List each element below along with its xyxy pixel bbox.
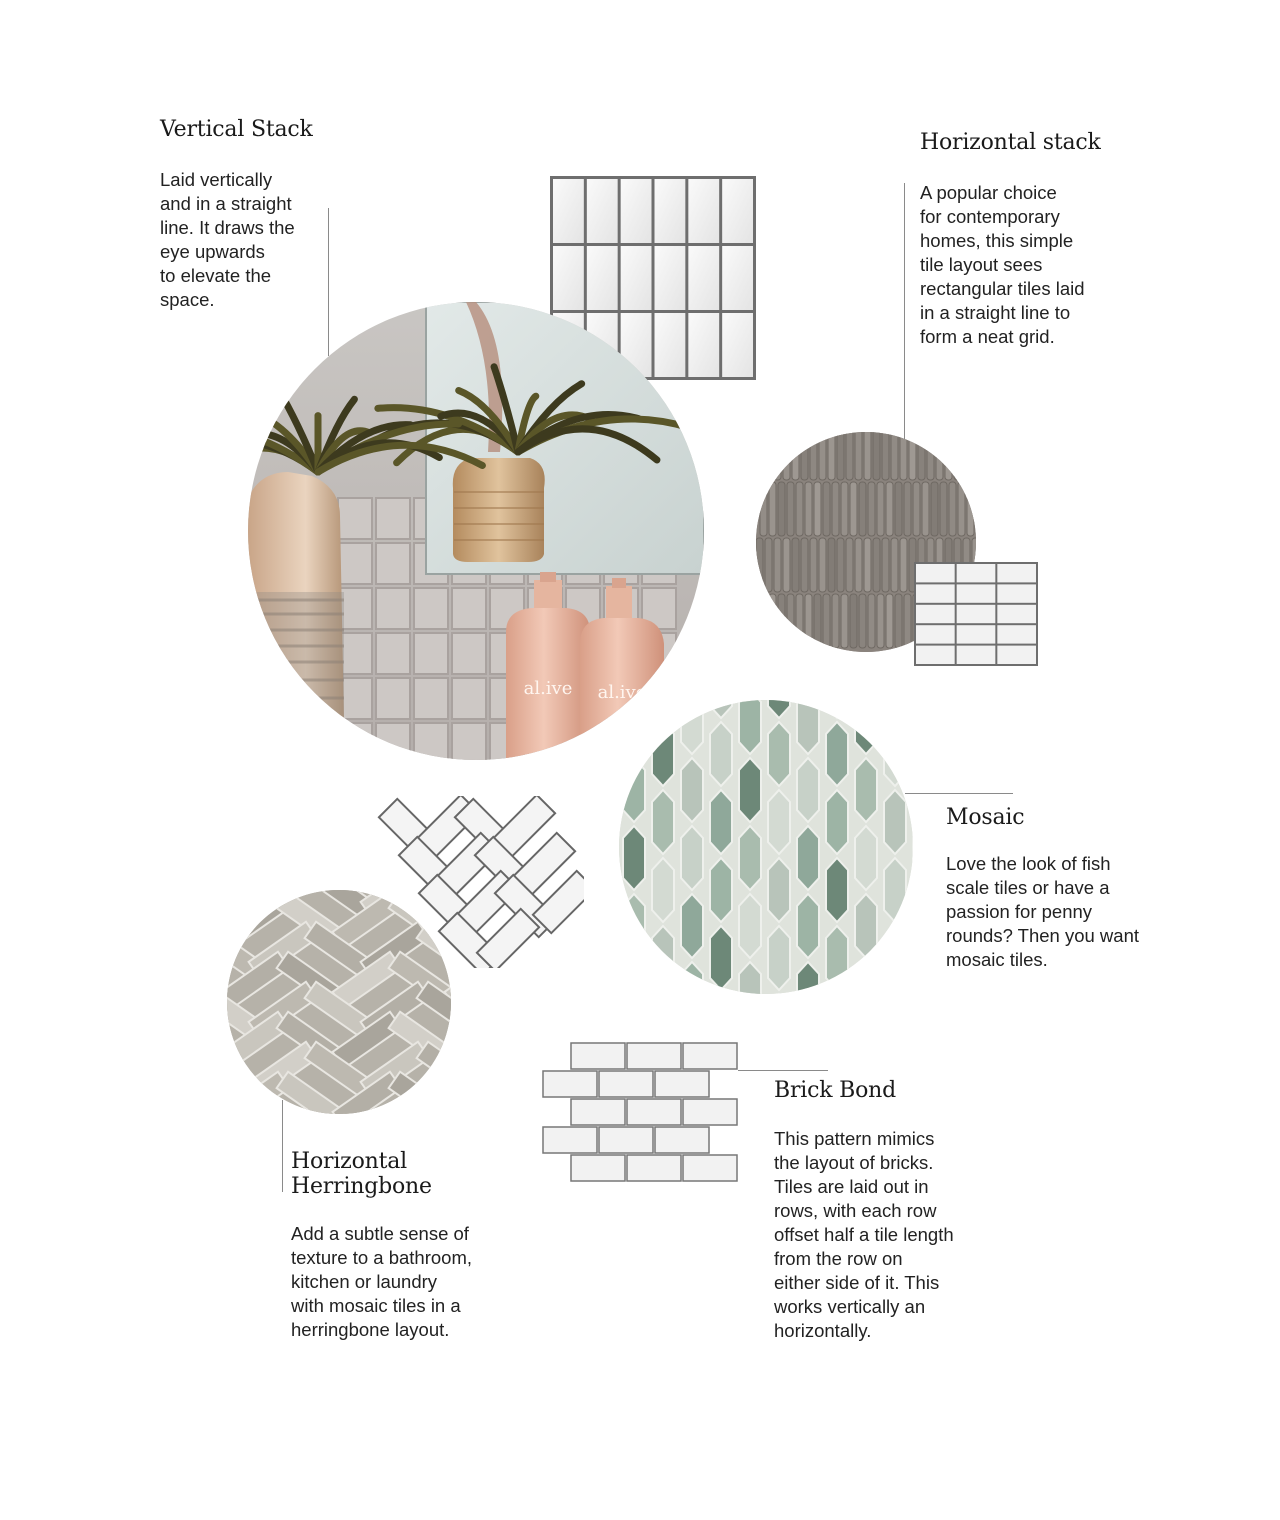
- skinny-tile: [846, 432, 853, 480]
- mosaic-hex-tile: [826, 722, 848, 786]
- wall-tile: [376, 678, 410, 719]
- mosaic-title: Mosaic: [946, 805, 1025, 830]
- wall-tile: [414, 633, 448, 674]
- skinny-tile: [855, 432, 862, 480]
- wall-tile: [452, 588, 486, 629]
- mosaic-hex-tile: [884, 858, 906, 922]
- skinny-tile: [963, 432, 970, 480]
- bottle-label-2: al.ive: [597, 682, 647, 703]
- brick-tile: [683, 1099, 737, 1125]
- horizontal-stack-tile: [957, 646, 996, 664]
- wall-tile: [414, 588, 448, 629]
- mosaic-hex-tile: [710, 926, 732, 990]
- brick-bond-leader-line: [738, 1070, 828, 1071]
- mosaic-photo: [619, 700, 913, 994]
- vertical-stack-title: Vertical Stack: [160, 117, 313, 142]
- horizontal-stack-tile: [997, 646, 1036, 664]
- mosaic-hex-tile: [797, 826, 819, 890]
- wall-tile: [376, 543, 410, 584]
- mosaic-hex-tile: [884, 722, 906, 786]
- mosaic-hex-tile: [826, 790, 848, 854]
- mosaic-hex-tile: [768, 790, 790, 854]
- skinny-tile: [756, 432, 763, 480]
- vertical-stack-tile: [722, 246, 753, 310]
- mosaic-hex-tile: [768, 722, 790, 786]
- skinny-tile: [774, 432, 781, 480]
- mosaic-hex-tile: [768, 858, 790, 922]
- brick-tile: [655, 1127, 709, 1153]
- brick-tile: [683, 1043, 737, 1069]
- horizontal-stack-description: A popular choice for contemporary homes, this simple tile layout sees rectangular tiles laid in a straight line to form a neat grid.: [920, 182, 1085, 347]
- brick-tile: [571, 1099, 625, 1125]
- skinny-tile: [769, 594, 776, 648]
- horizontal-stack-title: Horizontal stack: [920, 130, 1101, 155]
- skinny-tile: [868, 594, 875, 648]
- skinny-tile: [927, 432, 934, 480]
- skinny-tile: [823, 594, 830, 648]
- vertical-stack-leader-line: [328, 208, 329, 356]
- skinny-tile: [765, 432, 772, 480]
- horizontal-stack-tile-sample: [914, 562, 1038, 666]
- skinny-tile: [922, 482, 929, 536]
- mosaic-hex-tile: [739, 758, 761, 822]
- skinny-tile: [886, 594, 893, 648]
- skinny-tile: [846, 538, 853, 592]
- mosaic-hex-tile: [797, 700, 819, 754]
- horizontal-stack-tile: [957, 584, 996, 602]
- skinny-tile: [900, 538, 907, 592]
- horizontal-stack-tile: [957, 564, 996, 582]
- horizontal-stack-tile: [916, 625, 955, 643]
- skinny-tile: [828, 538, 835, 592]
- vertical-stack-tile: [722, 313, 753, 377]
- mosaic-hex-tile: [652, 700, 674, 718]
- vertical-stack-tile: [655, 313, 686, 377]
- brick-bond-description: This pattern mimics the layout of bricks. Tiles are laid out in rows, with each row offset half a tile length from the row on either side of it. This works vertically an horizontally.: [774, 1128, 954, 1341]
- mosaic-hex-tile: [884, 700, 906, 718]
- skinny-tile: [805, 482, 812, 536]
- skinny-tile: [823, 482, 830, 536]
- skinny-tile: [760, 594, 767, 648]
- mosaic-hex-tile: [855, 962, 877, 994]
- skinny-tile: [900, 432, 907, 480]
- mosaic-hex-tile: [710, 722, 732, 786]
- horizontal-stack-tile: [916, 605, 955, 623]
- skinny-tile: [832, 482, 839, 536]
- skinny-tile: [801, 432, 808, 480]
- herringbone-leader-line: [282, 1100, 283, 1192]
- brick-bond-title: Brick Bond: [774, 1078, 897, 1103]
- vertical-stack-tile: [553, 246, 584, 310]
- horizontal-stack-tile: [957, 605, 996, 623]
- mosaic-hex-tile: [884, 926, 906, 990]
- skinny-tile: [783, 432, 790, 480]
- skinny-tile: [837, 538, 844, 592]
- skinny-tile: [864, 538, 871, 592]
- skinny-tile: [895, 482, 902, 536]
- wall-tile: [414, 678, 448, 719]
- brick-tile: [543, 1127, 597, 1153]
- skinny-tile: [904, 594, 911, 648]
- vertical-stack-tile: [621, 179, 652, 243]
- skinny-tile: [783, 538, 790, 592]
- herringbone-stone-tile: [227, 1072, 233, 1114]
- skinny-tile: [805, 594, 812, 648]
- brick-tile: [543, 1071, 597, 1097]
- skinny-tile: [873, 538, 880, 592]
- mosaic-hex-tile: [652, 790, 674, 854]
- vertical-stack-tile: [655, 246, 686, 310]
- vertical-stack-tile: [655, 179, 686, 243]
- bottle-label-1: al.ive: [523, 678, 573, 699]
- skinny-tile: [868, 482, 875, 536]
- mosaic-hex-tile: [797, 758, 819, 822]
- brick-tile: [683, 1155, 737, 1181]
- mosaic-hex-tile: [652, 722, 674, 786]
- skinny-tile: [837, 432, 844, 480]
- skinny-tile: [850, 594, 857, 648]
- brick-tile: [627, 1155, 681, 1181]
- brick-tile: [627, 1099, 681, 1125]
- mosaic-hex-tile: [652, 926, 674, 990]
- mosaic-hex-tile: [739, 894, 761, 958]
- skinny-tile: [841, 482, 848, 536]
- skinny-tile: [855, 538, 862, 592]
- horizontal-stack-tile: [997, 605, 1036, 623]
- skinny-tile: [796, 482, 803, 536]
- skinny-tile: [913, 482, 920, 536]
- mosaic-hex-tile: [652, 858, 674, 922]
- skinny-tile: [756, 538, 763, 592]
- skinny-tile: [972, 432, 976, 480]
- brick-tile: [571, 1043, 625, 1069]
- skinny-tile: [787, 594, 794, 648]
- mosaic-hex-tile: [623, 962, 645, 994]
- vertical-stack-tile: [553, 179, 584, 243]
- herringbone-stone-tile: [445, 1072, 451, 1114]
- vertical-stack-description: Laid vertically and in a straight line. It draws the eye upwards to elevate the space.: [160, 169, 295, 310]
- horizontal-stack-tile: [916, 584, 955, 602]
- skinny-tile: [954, 432, 961, 480]
- horizontal-stack-leader-line: [904, 183, 905, 439]
- skinny-tile: [778, 482, 785, 536]
- brick-tile: [599, 1127, 653, 1153]
- wall-tile: [376, 633, 410, 674]
- horizontal-stack-tile: [916, 646, 955, 664]
- horizontal-stack-tile: [997, 584, 1036, 602]
- mosaic-hex-tile: [623, 894, 645, 958]
- mosaic-hex-tile: [855, 700, 877, 754]
- mosaic-hex-tile: [855, 826, 877, 890]
- vertical-stack-tile: [722, 179, 753, 243]
- herringbone-photo: [227, 890, 451, 1114]
- skinny-tile: [810, 538, 817, 592]
- mosaic-hex-tile: [710, 858, 732, 922]
- mosaic-hex-tile: [739, 826, 761, 890]
- wall-tile: [452, 678, 486, 719]
- skinny-tile: [877, 594, 884, 648]
- skinny-tile: [778, 594, 785, 648]
- mosaic-hex-tile: [681, 700, 703, 754]
- horizontal-stack-tile: [957, 625, 996, 643]
- vertical-stack-tile: [688, 246, 719, 310]
- skinny-tile: [931, 482, 938, 536]
- skinny-tile: [967, 482, 974, 536]
- skinny-tile: [940, 482, 947, 536]
- wall-tile: [338, 543, 372, 584]
- mosaic-hex-tile: [826, 858, 848, 922]
- skinny-tile: [787, 482, 794, 536]
- skinny-tile: [882, 538, 889, 592]
- herringbone-stone-tile: [227, 890, 261, 918]
- skinny-tile: [958, 482, 965, 536]
- mosaic-hex-tile: [681, 758, 703, 822]
- skinny-tile: [859, 594, 866, 648]
- horizontal-stack-tile: [997, 625, 1036, 643]
- skinny-tile: [918, 432, 925, 480]
- skinny-tile: [760, 482, 767, 536]
- skinny-tile: [792, 538, 799, 592]
- skinny-tile: [814, 482, 821, 536]
- skinny-tile: [904, 482, 911, 536]
- skinny-tile: [814, 594, 821, 648]
- mosaic-hex-tile: [826, 926, 848, 990]
- skinny-tile: [841, 594, 848, 648]
- skinny-tile: [859, 482, 866, 536]
- vertical-stack-tile: [587, 179, 618, 243]
- wall-tile: [452, 633, 486, 674]
- mosaic-hex-tile: [710, 790, 732, 854]
- wall-tile: [414, 723, 448, 760]
- skinny-tile: [909, 432, 916, 480]
- vertical-stack-tile: [587, 246, 618, 310]
- wall-tile: [376, 498, 410, 539]
- skinny-tile: [810, 432, 817, 480]
- wall-tile: [642, 678, 676, 719]
- skinny-tile: [873, 432, 880, 480]
- mosaic-hex-tile: [623, 826, 645, 890]
- mosaic-hex-tile: [797, 894, 819, 958]
- herringbone-description: Add a subtle sense of texture to a bathroom, kitchen or laundry with mosaic tiles in a herringbone layout.: [291, 1223, 472, 1340]
- skinny-tile: [796, 594, 803, 648]
- brick-tile: [599, 1071, 653, 1097]
- mosaic-hex-tile: [623, 758, 645, 822]
- vertical-stack-tile: [621, 246, 652, 310]
- vertical-stack-tile: [688, 313, 719, 377]
- skinny-tile: [832, 594, 839, 648]
- mosaic-hex-tile: [739, 700, 761, 754]
- bathroom-photo: [248, 302, 704, 760]
- mosaic-description: Love the look of fish scale tiles or have a passion for penny rounds? Then you want mosaic tiles.: [946, 853, 1140, 970]
- skinny-tile: [769, 482, 776, 536]
- mosaic-leader-line: [905, 793, 1013, 794]
- skinny-tile: [891, 538, 898, 592]
- wall-tile: [452, 723, 486, 760]
- skinny-tile: [882, 432, 889, 480]
- wall-tile: [376, 588, 410, 629]
- mosaic-hex-tile: [855, 758, 877, 822]
- wall-tile: [604, 723, 638, 760]
- skinny-tile: [850, 482, 857, 536]
- skinny-tile: [765, 538, 772, 592]
- brick-tile: [655, 1071, 709, 1097]
- skinny-tile: [886, 482, 893, 536]
- skinny-tile: [945, 432, 952, 480]
- skinny-tile: [936, 432, 943, 480]
- mosaic-hex-tile: [855, 894, 877, 958]
- brick-bond-tile-sample: [542, 1042, 740, 1186]
- mosaic-hex-tile: [681, 826, 703, 890]
- mosaic-hex-tile: [681, 894, 703, 958]
- mosaic-hex-tile: [768, 926, 790, 990]
- skinny-tile: [949, 482, 956, 536]
- mosaic-hex-tile: [623, 700, 645, 754]
- vertical-stack-tile: [688, 179, 719, 243]
- skinny-tile: [819, 432, 826, 480]
- wall-tile: [376, 723, 410, 760]
- herringbone-stone-tile: [227, 892, 233, 949]
- brick-tile: [571, 1155, 625, 1181]
- horizontal-stack-tile: [916, 564, 955, 582]
- skinny-tile: [828, 432, 835, 480]
- horizontal-stack-tile: [997, 564, 1036, 582]
- wall-tile: [338, 723, 372, 760]
- mosaic-hex-tile: [884, 790, 906, 854]
- skinny-tile: [877, 482, 884, 536]
- brick-tile: [627, 1043, 681, 1069]
- skinny-tile: [819, 538, 826, 592]
- herringbone-title: Horizontal Herringbone: [291, 1149, 432, 1199]
- skinny-tile: [864, 432, 871, 480]
- skinny-tile: [895, 594, 902, 648]
- skinny-tile: [801, 538, 808, 592]
- wall-tile: [338, 498, 372, 539]
- skinny-tile: [891, 432, 898, 480]
- skinny-tile: [792, 432, 799, 480]
- skinny-tile: [774, 538, 781, 592]
